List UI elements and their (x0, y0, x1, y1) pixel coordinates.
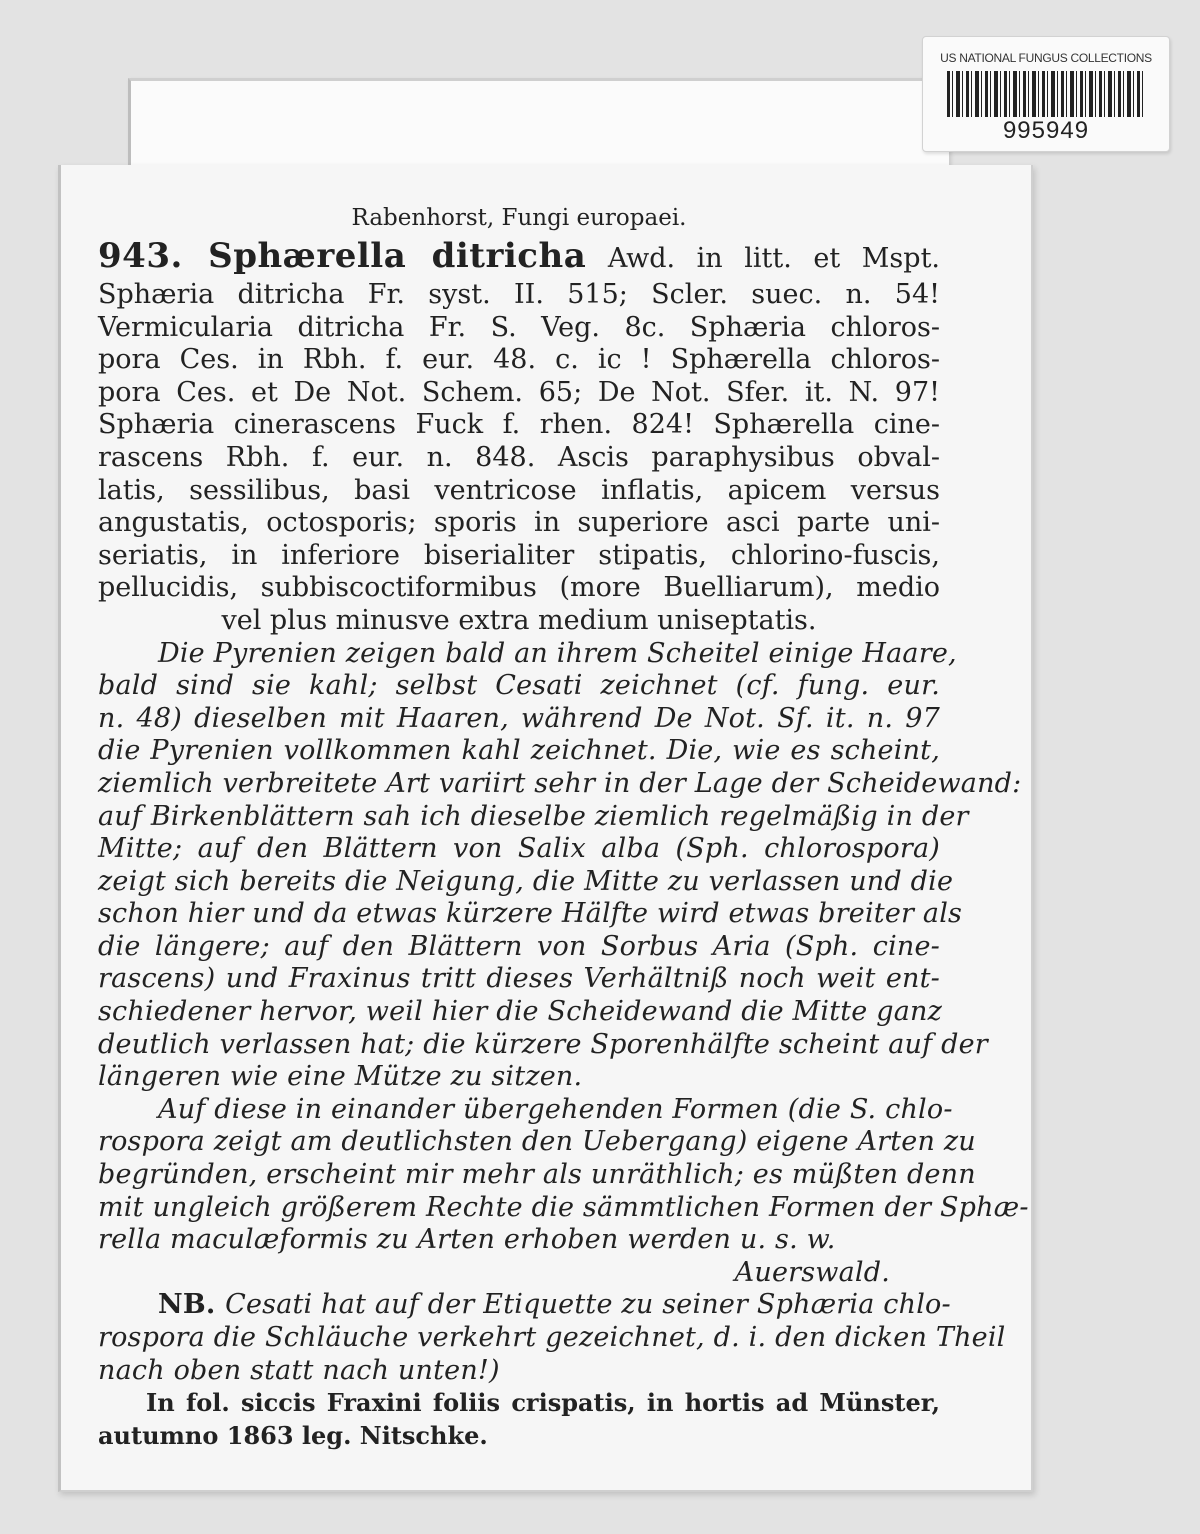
text-line: Auf diese in einander übergehenden Formen (die S. chlo- (158, 1093, 953, 1125)
locality-last: autumno 1863 leg. Nitschke. (98, 1420, 488, 1450)
text-line: seriatis, in inferiore biserialiter stipatis, chlorino-fuscis, (98, 539, 940, 571)
text-line: Sphæria cinerascens Fuck f. rhen. 824! Sphærella cine- (98, 409, 940, 441)
text-line: rascens) und Fraxinus tritt dieses Verhältniß noch weit ent- (98, 963, 940, 995)
barcode-label (922, 36, 1170, 152)
latin-last-line: vel plus minusve extra medium uniseptatis. (221, 604, 817, 636)
series-title: Rabenhorst, Fungi europaei. (351, 205, 687, 231)
species-heading (98, 236, 940, 279)
text-line: Die Pyrenien zeigen bald an ihrem Scheitel einige Haare, (158, 637, 957, 669)
text-line: auf Birkenblättern sah ich dieselbe ziemlich regelmäßig in der (98, 800, 969, 832)
text-line: begründen, erscheint mir mehr als unräthlich; es müßten denn (98, 1159, 976, 1191)
text-line: bald sind sie kahl; selbst Cesati zeichnet (cf. fung. eur. (98, 670, 940, 702)
german-paragraph-2 (98, 1093, 1029, 1224)
text-line: schiedener hervor, weil hier die Scheidewand die Mitte ganz (98, 996, 943, 1028)
text-line: In fol. siccis Fraxini foliis crispatis, in hortis ad Münster, (146, 1388, 940, 1418)
text-line: die Pyrenien vollkommen kahl zeichnet. Die, wie es scheint, (98, 735, 940, 767)
text-line: die längere; auf den Blättern von Sorbus Aria (Sph. cine- (98, 930, 940, 962)
text-line: schon hier und da etwas kürzere Hälfte wird etwas breiter als (98, 898, 963, 930)
barcode-icon (947, 71, 1145, 117)
german-paragraph-2-last: rella maculæformis zu Arten erhoben werden u. s. w. (98, 1224, 836, 1256)
nota-bene (98, 1289, 1006, 1354)
text-line (98, 1289, 951, 1322)
species-authority: Awd. in litt. et Mspt. (607, 243, 941, 274)
species-name: 943. Sphærella ditricha (98, 236, 587, 276)
text-line: zeigt sich bereits die Neigung, die Mitte zu verlassen und die (98, 865, 954, 897)
german-paragraph-1 (98, 637, 1022, 1062)
locality (98, 1387, 940, 1420)
text-line: latis, sessilibus, basi ventricose inflatis, apicem versus (98, 474, 940, 506)
nb-text: Cesati hat auf der Etiquette zu seiner Sphæria chlo- (225, 1289, 951, 1321)
text-line: ziemlich verbreitete Art variirt sehr in der Lage der Scheidewand: (98, 767, 1022, 799)
text-line: deutlich verlassen hat; die kürzere Sporenhälfte scheint auf der (98, 1028, 988, 1060)
text-line: rospora die Schläuche verkehrt gezeichnet, d. i. den dicken Theil (98, 1322, 1006, 1353)
nota-bene-last: nach oben statt nach unten!) (98, 1354, 500, 1386)
label-text (98, 200, 1029, 1452)
text-line: Sphæria ditricha Fr. syst. II. 515; Scler. suec. n. 54! (98, 279, 940, 310)
barcode-number: 995949 (1002, 117, 1090, 144)
latin-description (98, 279, 940, 605)
signature: Auerswald. (734, 1256, 890, 1288)
text-line: pora Ces. et De Not. Schem. 65; De Not. Sfer. it. N. 97! (98, 376, 940, 408)
text-line: n. 48) dieselben mit Haaren, während De Not. Sf. it. n. 97 (98, 702, 940, 734)
text-line: pora Ces. in Rbh. f. eur. 48. c. ic ! Sphærella chloros- (98, 344, 940, 376)
barcode-institution: US NATIONAL FUNGUS COLLECTIONS (940, 51, 1152, 65)
nb-label: NB. (158, 1289, 226, 1321)
german-paragraph-1-last: längeren wie eine Mütze zu sitzen. (98, 1061, 583, 1093)
text-line: angustatis, octosporis; sporis in superiore asci parte uni- (98, 507, 940, 539)
text-line: Vermicularia ditricha Fr. S. Veg. 8c. Sphæria chloros- (98, 311, 940, 343)
text-line: rascens Rbh. f. eur. n. 848. Ascis paraphysibus obval- (98, 441, 940, 473)
text-line: rospora zeigt am deutlichsten den Uebergang) eigene Arten zu (98, 1126, 976, 1158)
text-line: pellucidis, subbiscoctiformibus (more Buelliarum), medio (98, 572, 940, 604)
text-line: Mitte; auf den Blättern von Salix alba (Sph. chlorospora) (98, 833, 940, 865)
text-line: mit ungleich größerem Rechte die sämmtlichen Formen der Sphæ- (98, 1191, 1029, 1223)
